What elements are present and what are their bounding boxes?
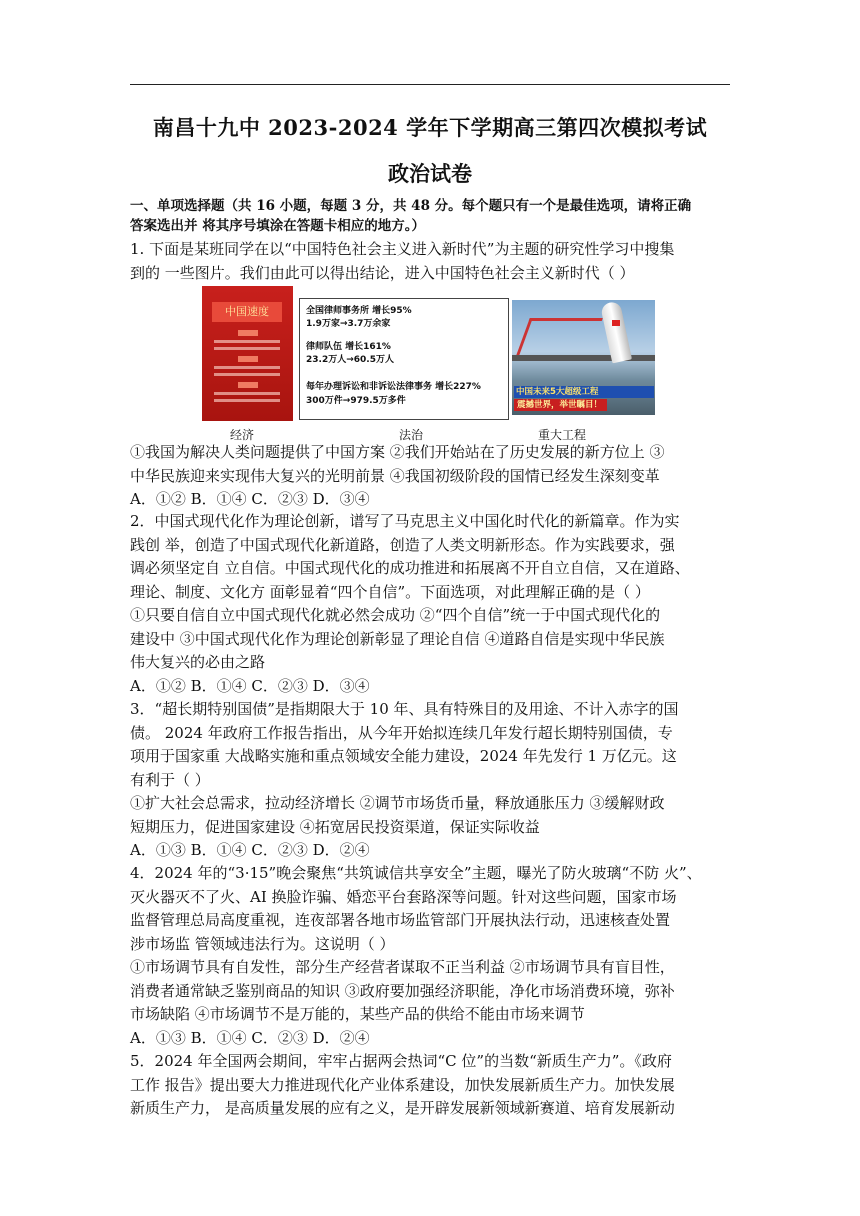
answer-choices: A．①② B．①④ C．②③ D．③④: [130, 676, 370, 695]
text-line: 涉市场监 管领域违法行为。这说明（ ）: [130, 934, 395, 953]
text-line: 理论、制度、文化方 面彰显着“四个自信”。下面选项，对此理解正确的是（ ）: [130, 582, 650, 601]
header-rule: [130, 84, 730, 85]
exam-subtitle: 政治试卷: [388, 161, 472, 186]
text-line: ①只要自信自立中国式现代化就必然会成功 ②“四个自信”统一于中国式现代化的: [130, 606, 661, 624]
text-line: ①我国为解决人类问题提供了中国方案 ②我们开始站在了历史发展的新方位上 ③: [130, 443, 665, 461]
text-line: 4．2024 年的“3·15”晚会聚焦“共筑诚信共享安全”主题，曝光了防火玻璃“不防 火”、: [130, 864, 702, 882]
text-line: 新质生产力， 是高质量发展的应有之义，是开辟发展新领域新赛道、培育发展新动: [130, 1099, 675, 1117]
text-line: ①扩大社会总需求，拉动经济增长 ②调节市场货币量，释放通胀压力 ③缓解财政: [130, 794, 665, 812]
law-stat-line: 全国律师事务所 增长95%: [306, 306, 412, 316]
text-line: ①市场调节具有自发性，部分生产经营者谋取不正当利益 ②市场调节具有盲目性，: [130, 958, 675, 976]
text-line: 践创 举，创造了中国式现代化新道路，创造了人类文明新形态。作为实践要求，强: [130, 535, 675, 554]
text-line: 中华民族迎来实现伟大复兴的光明前景 ④我国初级阶段的国情已经发生深刻变革: [130, 466, 660, 485]
text-line: 市场缺陷 ④市场调节不是万能的，某些产品的供给不能由市场来调节: [130, 1005, 585, 1023]
text-line: 5．2024 年全国两会期间，牢牢占据两会热词“C 位”的当数“新质生产力”。《政府: [130, 1052, 672, 1070]
law-stat-line: 23.2万人→60.5万人: [306, 355, 394, 365]
law-stat-line: 律师队伍 增长161%: [306, 342, 391, 352]
text-line: 3．“超长期特别国债”是指期限大于 10 年、具有特殊目的及用途、不计入赤字的国: [130, 700, 679, 718]
question-3: [130, 698, 730, 863]
text-line: 监督管理总局高度重视，连夜部署各地市场监管部门开展执法行动，迅速核查处置: [130, 911, 671, 929]
answer-choices: A．①③ B．①④ C．②③ D．②④: [130, 841, 370, 859]
section-instructions: [130, 196, 730, 236]
text-line: 建设中 ③中国式现代化作为理论创新彰显了理论自信 ④道路自信是实现中华民族: [130, 629, 665, 648]
section-line: 答案选出并 将其序号填涂在答题卡相应的地方。）: [130, 218, 425, 234]
answer-choices: A．①② B．①④ C．②③ D．③④: [130, 490, 370, 508]
text-line: 伟大复兴的必由之路: [130, 653, 266, 671]
economy-poster-image: [202, 286, 293, 421]
law-stat-line: 每年办理诉讼和非诉讼法律事务 增长227%: [306, 382, 481, 392]
exam-title: 南昌十九中 2023-2024 学年下学期高三第四次模拟考试: [152, 115, 708, 140]
text-line: 短期压力，促进国家建设 ④拓宽居民投资渠道，保证实际收益: [130, 817, 540, 836]
engineering-photo: [512, 300, 655, 415]
section-line: 一、单项选择题（共 16 小题，每题 3 分，共 48 分。每个题只有一个是最佳选项，请将正确: [130, 198, 692, 214]
engineering-banner-sub: 震撼世界，举世瞩目！: [514, 399, 607, 411]
question-1-stem: [130, 238, 730, 285]
caption-economy: 经济: [230, 428, 255, 442]
law-stat-line: 1.9万家→3.7万余家: [306, 319, 391, 329]
question-1-options: [130, 441, 730, 512]
question-4: [130, 862, 730, 1050]
text-line: 1. 下面是某班同学在以“中国特色社会主义进入新时代”为主题的研究性学习中搜集: [130, 240, 675, 258]
text-line: 调必须坚定自 立自信。中国式现代化的成功推进和拓展离不开自立自信，又在道路、: [130, 559, 690, 577]
text-line: 到的 一些图片。我们由此可以得出结论，进入中国特色社会主义新时代（ ）: [130, 263, 635, 282]
rocket-icon: [600, 301, 632, 364]
text-line: 消费者通常缺乏鉴别商品的知识 ③政府要加强经济职能，净化市场消费环境，弥补: [130, 981, 675, 1000]
text-line: 债。 2024 年政府工作报告指出，从今年开始拟连续几年发行超长期特别国债，专: [130, 723, 673, 742]
question-5: [130, 1050, 730, 1121]
text-line: 2．中国式现代化作为理论创新，谱写了马克思主义中国化时代化的新篇章。作为实: [130, 512, 680, 530]
question-1-figures: [202, 286, 657, 442]
text-line: 项用于国家重 大战略实施和重点领域安全能力建设，2024 年先发行 1 万亿元。这: [130, 747, 677, 765]
law-statistics-panel: [299, 298, 509, 420]
law-stat-line: 300万件→979.5万多件: [306, 396, 406, 406]
caption-engineering: 重大工程: [538, 428, 587, 442]
engineering-banner: 中国未来5大超级工程: [514, 386, 654, 398]
caption-law: 法治: [399, 428, 424, 442]
text-line: 灭火器灭不了火、AI 换脸诈骗、婚恋平台套路深等问题。针对这些问题，国家市场: [130, 887, 677, 906]
answer-choices: A．①③ B．①④ C．②③ D．②④: [130, 1028, 370, 1047]
question-2: [130, 510, 730, 698]
text-line: 工作 报告》提出要大力推进现代化产业体系建设，加快发展新质生产力。加快发展: [130, 1075, 675, 1094]
economy-poster-title: 中国速度: [212, 302, 282, 322]
text-line: 有利于（ ）: [130, 770, 210, 789]
